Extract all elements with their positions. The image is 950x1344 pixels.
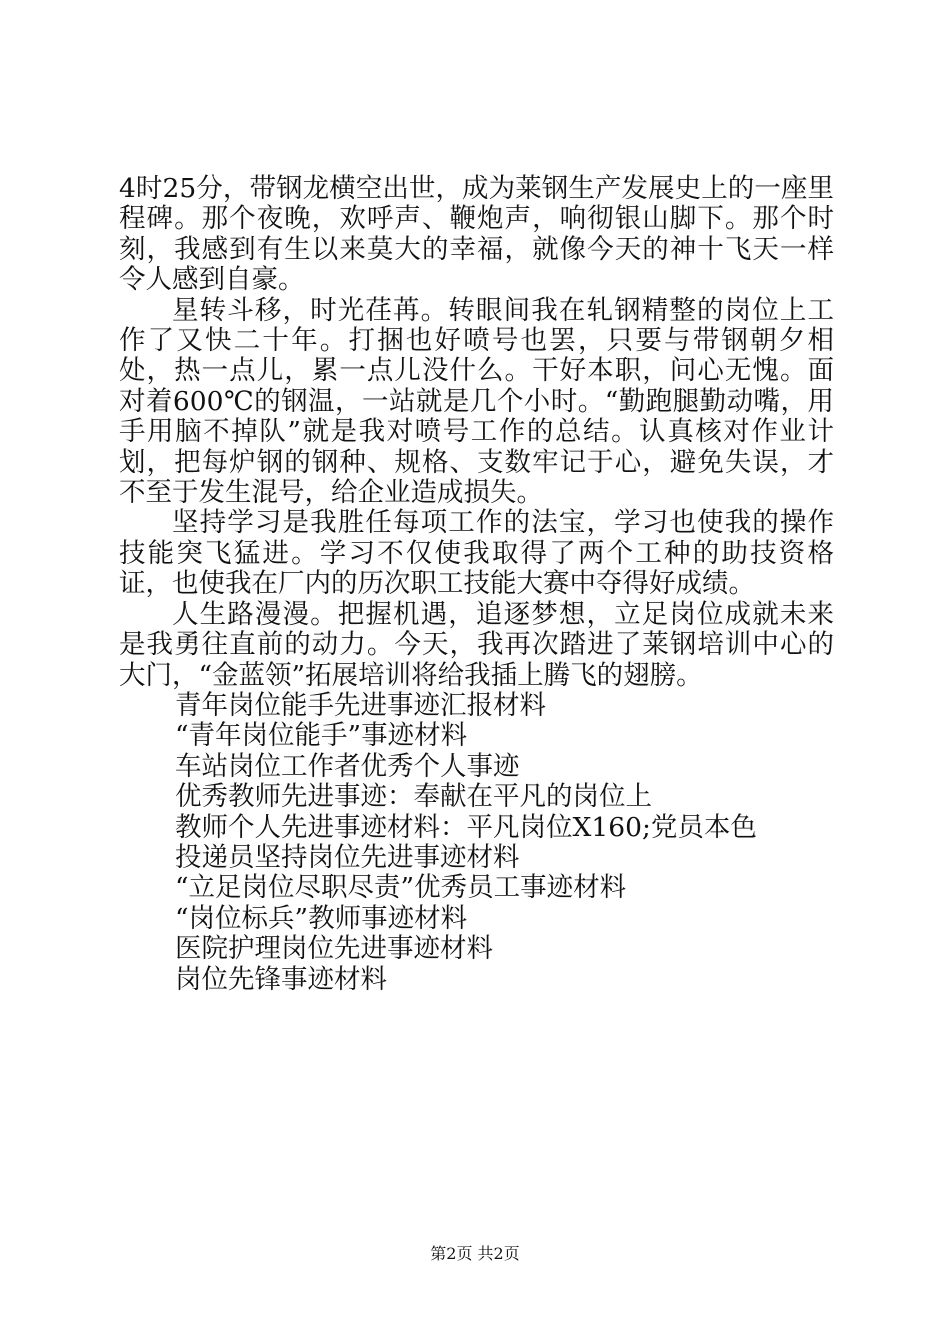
related-article-item[interactable]: “岗位标兵”教师事迹材料	[175, 902, 468, 934]
related-article-item[interactable]: 投递员坚持岗位先进事迹材料	[175, 841, 520, 873]
body-paragraph: 坚持学习是我胜任每项工作的法宝，学习也使我的操作技能突飞猛进。学习不仅使我取得了两个工种的助技资格证，也使我在厂内的历次职工技能大赛中夺得好成绩。	[119, 507, 834, 600]
related-article-item[interactable]: “青年岗位能手”事迹材料	[175, 720, 468, 752]
related-article-item[interactable]: 车站岗位工作者优秀个人事迹	[175, 750, 520, 782]
related-articles-list	[119, 691, 834, 995]
related-article-item[interactable]: 岗位先锋事迹材料	[175, 963, 387, 995]
page-number-footer: 第2页 共2页	[430, 1244, 520, 1263]
related-article-item[interactable]: “立足岗位尽职尽责”优秀员工事迹材料	[175, 872, 627, 904]
document-body	[119, 174, 834, 995]
related-article-item[interactable]: 优秀教师先进事迹：奉献在平凡的岗位上	[175, 781, 652, 813]
related-article-item[interactable]: 医院护理岗位先进事迹材料	[175, 933, 493, 965]
body-paragraph: 星转斗移，时光荏苒。转眼间我在轧钢精整的岗位上工作了又快二十年。打捆也好喷号也罢，只要与带钢朝夕相处，热一点儿，累一点儿没什么。干好本职，问心无愧。面对着600℃的钢温，一站就是几个小时。“勤跑腿勤动嘴，用手用脑不掉队”就是我对喷号工作的总结。认真核对作业计划，把每炉钢的钢种、规格、支数牢记于心，避免失误，才不至于发生混号，给企业造成损失。	[119, 294, 834, 509]
related-article-item[interactable]: 教师个人先进事迹材料：平凡岗位X160;党员本色	[175, 811, 757, 843]
body-paragraph: 人生路漫漫。把握机遇，追逐梦想，立足岗位成就未来是我勇往直前的动力。今天，我再次踏进了莱钢培训中心的大门，“金蓝领”拓展培训将给我插上腾飞的翅膀。	[119, 598, 834, 691]
related-article-item[interactable]: 青年岗位能手先进事迹汇报材料	[175, 689, 546, 721]
body-paragraph: 4时25分，带钢龙横空出世，成为莱钢生产发展史上的一座里程碑。那个夜晚，欢呼声、鞭炮声，响彻银山脚下。那个时刻，我感到有生以来莫大的幸福，就像今天的神十飞天一样令人感到自豪。	[119, 173, 834, 296]
